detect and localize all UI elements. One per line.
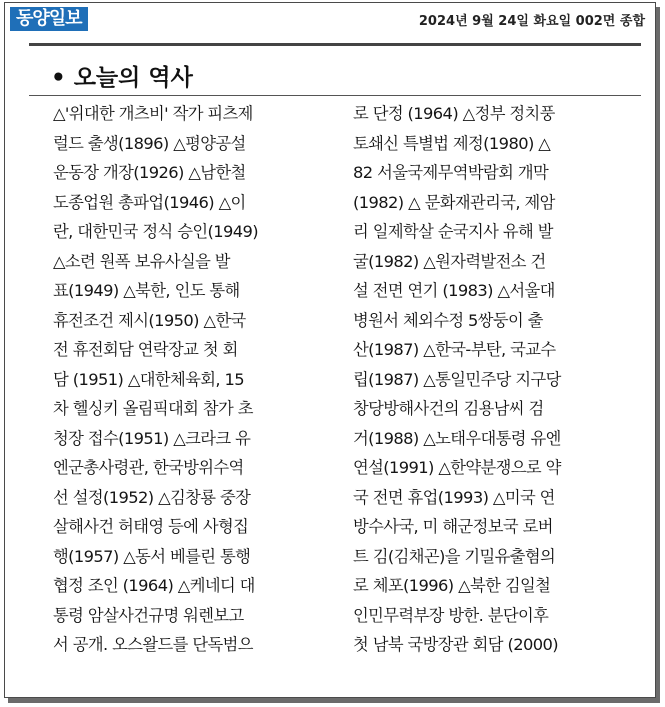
article-line: 엔군총사령관, 한국방위수역 (53, 458, 244, 477)
article-line: 차 헬싱키 올림픽대회 참가 초 (53, 399, 253, 418)
article-line: 전 휴전회담 연락장교 첫 회 (53, 340, 238, 359)
article-line: 설 전면 연기 (1983) △서울대 (353, 281, 555, 300)
title-divider (29, 95, 641, 96)
article-line: 표(1949) △북한, 인도 통해 (53, 281, 240, 300)
article-line: 통령 암살사건규명 워렌보고 (53, 605, 244, 625)
article-line: 서 공개. 오스왈드를 단독범으 (53, 635, 253, 654)
article-line: 럴드 출생(1896) △평양공설 (53, 133, 246, 153)
article-line: 병원서 체외수정 5쌍둥이 출 (353, 310, 543, 330)
article-line: △'위대한 개츠비' 작가 피츠제 (53, 104, 253, 123)
article-title: • 오늘의 역사 (51, 65, 193, 91)
article-line: 선 설정(1952) △김창룡 중장 (53, 487, 251, 507)
article-line: (1982) △ 문화재관리국, 제암 (353, 192, 555, 212)
article-line: 로 체포(1996) △북한 김일철 (353, 576, 551, 595)
article-line: 82 서울국제무역박람회 개막 (353, 163, 549, 182)
newspaper-clipping (4, 2, 656, 698)
article-line: 청장 접수(1951) △크라크 유 (53, 428, 251, 448)
dateline: 2024년 9월 24일 화요일 002면 종합 (418, 14, 645, 29)
article-line: 휴전조건 제시(1950) △한국 (53, 310, 246, 330)
newspaper-logo: 동양일보 (10, 7, 88, 31)
article-column-left (53, 99, 339, 660)
article-line: 행(1957) △동서 베를린 통행 (53, 546, 251, 566)
article-line: 첫 남북 국방장관 회담 (2000) (353, 635, 558, 654)
masthead (5, 3, 655, 33)
article-line: 살해사건 허태영 등에 사형집 (53, 517, 249, 536)
article-line: 굴(1982) △원자력발전소 건 (353, 251, 546, 271)
article-column-right (353, 99, 649, 660)
article-line: 란, 대한민국 정식 승인(1949) (53, 222, 258, 241)
article-line: 산(1987) △한국-부탄, 국교수 (353, 340, 556, 359)
article-line: 토쇄신 특별법 제정(1980) △ (353, 133, 551, 153)
article-line: 리 일제학살 순국지사 유해 발 (353, 222, 553, 241)
article-line: 거(1988) △노태우대통령 유엔 (353, 428, 561, 448)
article-line: 도종업원 총파업(1946) △이 (53, 192, 246, 212)
article-line: 협정 조인 (1964) △케네디 대 (53, 576, 255, 595)
article-line: 담 (1951) △대한체육회, 15 (53, 369, 245, 389)
article-line: △소련 원폭 보유사실을 발 (53, 251, 230, 271)
article-line: 운동장 개장(1926) △남한철 (53, 163, 246, 182)
article-line: 방수사국, 미 해군정보국 로버 (353, 517, 553, 536)
article-line: 창당방해사건의 김용남씨 검 (353, 399, 544, 418)
top-divider (29, 43, 641, 46)
article-line: 연설(1991) △한약분쟁으로 약 (353, 458, 561, 477)
article-line: 립(1987) △통일민주당 지구당 (353, 369, 561, 389)
article-line: 인민무력부장 방한. 분단이후 (353, 605, 549, 625)
article-line: 국 전면 휴업(1993) △미국 연 (353, 487, 555, 507)
article-line: 로 단정 (1964) △정부 정치풍 (353, 104, 555, 123)
article-line: 트 김(김채곤)을 기밀유출혐의 (353, 546, 556, 566)
